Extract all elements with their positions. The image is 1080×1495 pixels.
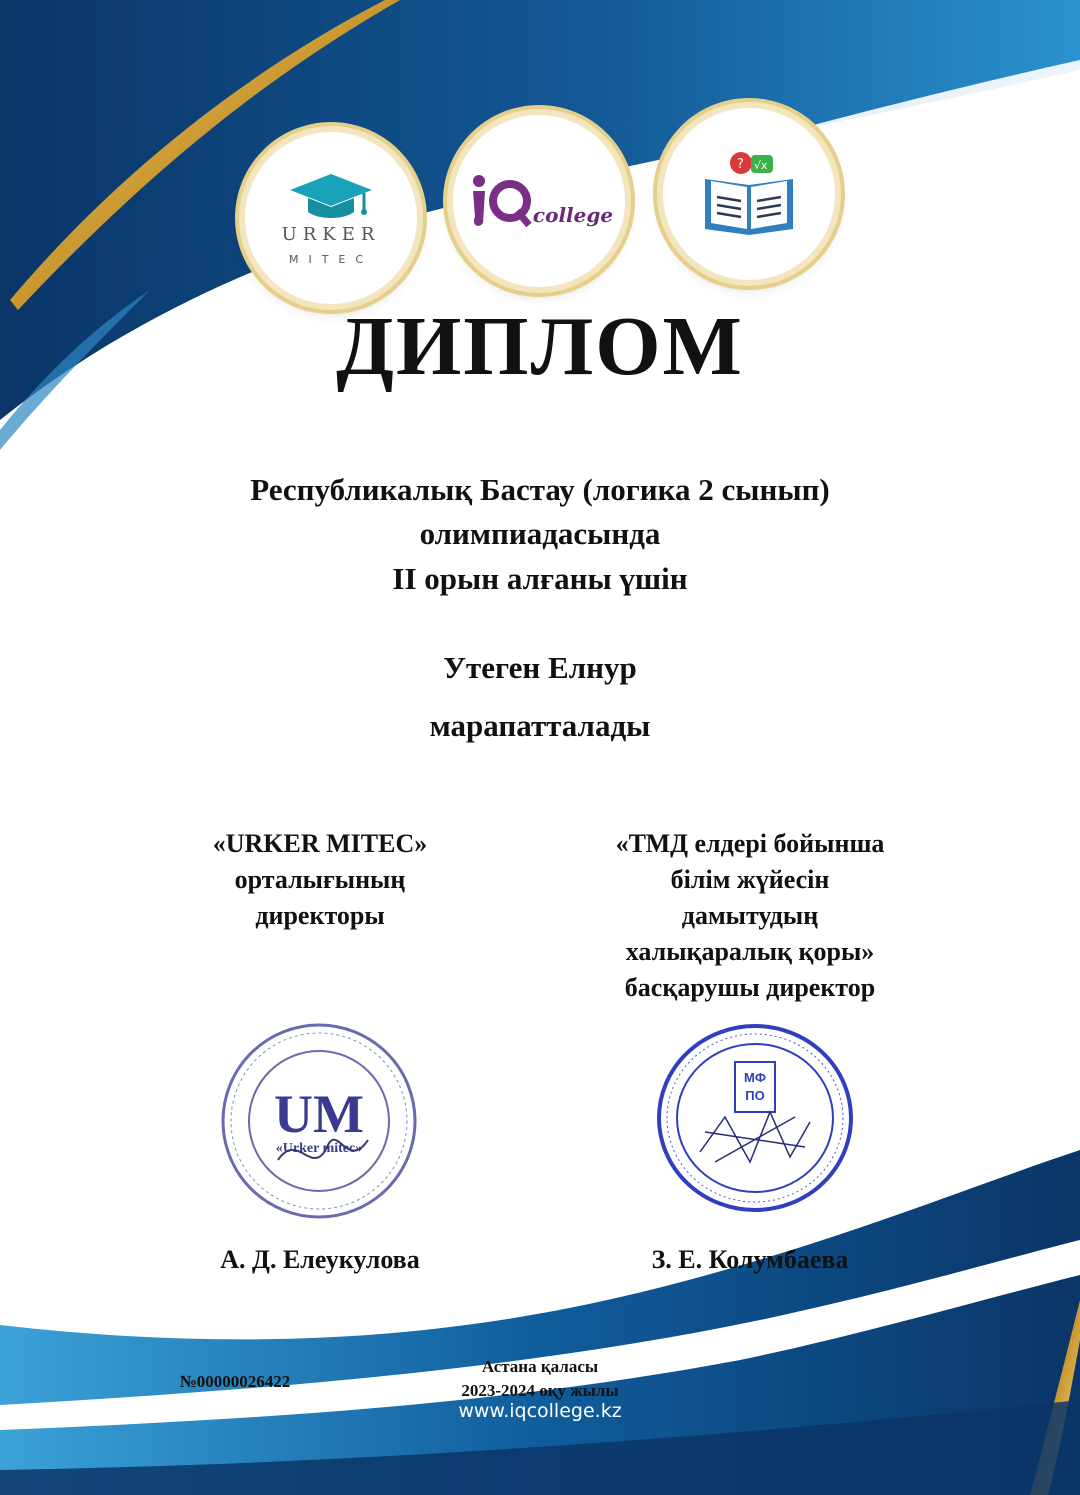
right-org-line-5: басқарушы директор — [624, 973, 876, 1002]
right-organization — [580, 826, 920, 1006]
open-book-icon — [699, 149, 799, 239]
signature-right — [700, 1112, 810, 1162]
iq-college-logo — [453, 115, 625, 287]
right-org-line-2: білім жүйесін — [670, 865, 830, 894]
iq-icon — [465, 171, 535, 231]
left-org-line-3: директоры — [255, 901, 385, 930]
urker-mitec-logo — [245, 132, 417, 304]
urker-logo-title: URKER — [281, 224, 381, 245]
college-text: college — [532, 203, 614, 227]
left-org-line-2: орталығының — [234, 865, 406, 894]
books-logo — [663, 108, 835, 280]
footer-year: 2023-2024 оқу жылы — [461, 1381, 619, 1400]
left-org-line-1: «URKER MITEC» — [212, 829, 428, 858]
award-line-3: II орын алғаны үшін — [392, 561, 688, 596]
left-organization — [170, 826, 470, 934]
diploma-number: №00000026422 — [179, 1372, 291, 1391]
stamp-monogram-po: ПО — [745, 1088, 765, 1103]
award-line-1: Республикалық Бастау (логика 2 сынып) — [250, 472, 830, 507]
right-org-line-3: дамытудың — [681, 901, 819, 930]
footer-city: Астана қаласы — [481, 1357, 599, 1376]
website-url: www.iqcollege.kz — [458, 1400, 622, 1422]
mitec-logo-subtitle: MITEC — [288, 253, 374, 266]
stamp-monogram-um: UM — [274, 1084, 364, 1144]
stamp-name-urker: «Urker mitec» — [275, 1141, 363, 1156]
foundation-stamp — [655, 1022, 855, 1214]
stamp-monogram-mf: МФ — [744, 1070, 766, 1085]
svg-text:√x: √x — [754, 159, 768, 172]
award-line-2: олимпиадасында — [419, 516, 661, 551]
right-org-line-4: халықаралық қоры» — [625, 937, 875, 966]
urker-mitec-stamp — [218, 1020, 420, 1222]
svg-text:?: ? — [737, 157, 744, 172]
diploma-title: ДИПЛОМ — [336, 300, 744, 393]
left-signatory: А. Д. Елеукулова — [220, 1245, 420, 1274]
recipient-name: Утеген Елнур — [443, 650, 637, 685]
awarded-text: марапатталады — [429, 708, 651, 743]
graduation-cap-icon — [286, 170, 376, 222]
right-signatory: З. Е. Колумбаева — [651, 1245, 849, 1274]
right-org-line-1: «ТМД елдері бойынша — [615, 829, 885, 858]
